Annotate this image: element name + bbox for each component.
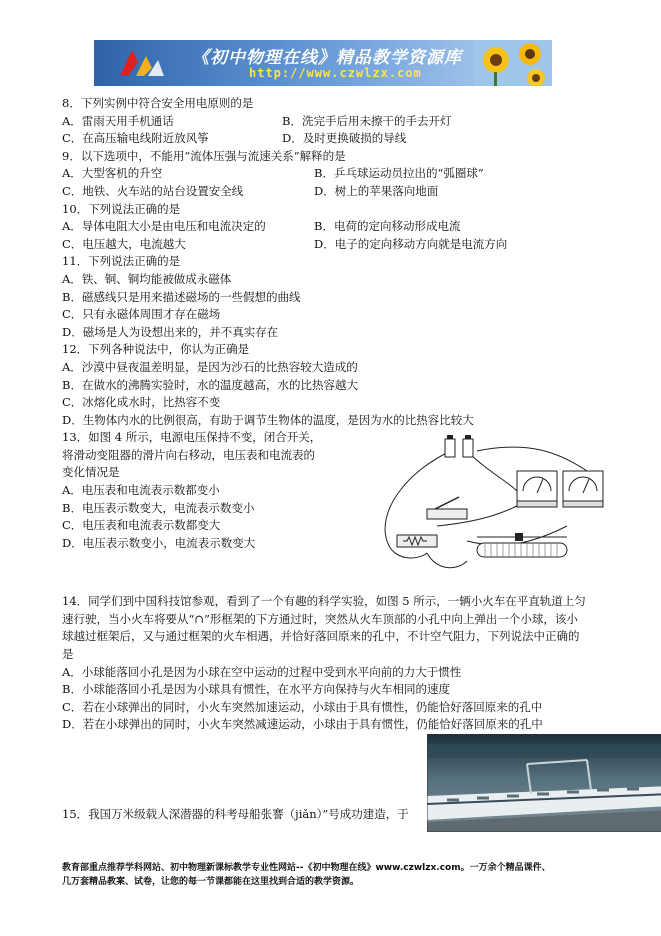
q14-option-a: A．小球能落回小孔是因为小球在空中运动的过程中受到水平向前的力大于惯性 xyxy=(62,664,462,679)
q12-option-b: B．在做水的沸腾实验时，水的温度越高，水的比热容越大 xyxy=(62,377,358,392)
battery-icon xyxy=(445,435,473,457)
q11-option-b: B．磁感线只是用来描述磁场的一些假想的曲线 xyxy=(62,289,301,304)
q10-option-d: D．电子的定向移动方向就是电流方向 xyxy=(314,236,508,251)
q10-option-a: A．导体电阻大小是由电压和电流决定的 xyxy=(62,219,266,234)
rheostat-icon xyxy=(477,533,567,557)
site-url: http://www.czwlzx.com xyxy=(249,66,422,80)
switch-icon xyxy=(427,497,467,519)
voltmeter-icon xyxy=(517,471,557,507)
footer-line1: 教育部重点推荐学科网站、初中物理新课标教学专业性网站--《初中物理在线》www.czwlzx.com。一万余个精品课件、 xyxy=(62,863,551,873)
q12-option-c: C．冰熔化成水时，比热容不变 xyxy=(62,395,221,410)
q12-option-a: A．沙漠中昼夜温差明显，是因为沙石的比热容较大造成的 xyxy=(62,359,358,374)
q12-option-d: D．生物体内水的比例很高，有助于调节生物体的温度，是因为水的比热容比较大 xyxy=(62,412,474,427)
q10-option-b: B．电荷的定向移动形成电流 xyxy=(314,219,461,234)
q11-option-c: C．只有永磁体周围才存在磁场 xyxy=(62,307,221,322)
question-list xyxy=(62,95,602,824)
sunflower-image xyxy=(474,40,552,86)
q14-option-c: C．若在小球弹出的同时，小火车突然加速运动，小球由于具有惯性，仍能恰好落回原来的孔中 xyxy=(62,699,543,714)
q13-stem-line1: 13．如图 4 所示，电源电压保持不变，闭合开关， xyxy=(62,430,322,445)
q9-option-d: D．树上的苹果落向地面 xyxy=(314,183,439,198)
q10-options-row1 xyxy=(62,218,602,236)
page-footer xyxy=(62,861,622,889)
resistor-icon xyxy=(397,535,437,547)
footer-line2: 几万套精品教案、试卷，让您的每一节课都能在这里找到合适的教学资源。 xyxy=(62,877,360,887)
q8-option-b: B．洗完手后用未擦干的手去开灯 xyxy=(282,113,452,128)
q15-block xyxy=(62,734,602,824)
q13-option-c: C．电压表和电流表示数都变大 xyxy=(62,518,221,533)
q13-stem-line2: 将滑动变阻器的滑片向右移动，电压表和电流表的 xyxy=(62,447,315,462)
q8-option-c: C．在高压输电线附近放风筝 xyxy=(62,131,209,146)
q11-option-d: D．磁场是人为设想出来的，并不真实存在 xyxy=(62,324,279,339)
q8-option-d: D．及时更换破损的导线 xyxy=(282,131,407,146)
q8-stem: 8．下列实例中符合安全用电原则的是 xyxy=(62,96,254,110)
q13-stem-line3: 变化情况是 xyxy=(62,465,120,480)
q11-stem: 11．下列说法正确的是 xyxy=(62,254,181,269)
q10-options-row2 xyxy=(62,236,602,254)
q14-option-b: B．小球能落回小孔是因为小球具有惯性，在水平方向保持与火车相同的速度 xyxy=(62,682,450,697)
q10-stem: 10．下列说法正确的是 xyxy=(62,201,181,216)
site-title: 《初中物理在线》精品教学资源库 xyxy=(192,48,462,68)
q12-stem: 12．下列各种说法中，你认为正确是 xyxy=(62,342,250,357)
q13-block xyxy=(62,429,602,587)
circuit-diagram xyxy=(367,431,607,581)
q14-option-d: D．若在小球弹出的同时，小火车突然减速运动，小球由于具有惯性，仍能恰好落回原来的孔中 xyxy=(62,717,543,732)
q8-options-row1 xyxy=(62,113,602,131)
q9-option-c: C．地铁、火车站的站台设置安全线 xyxy=(62,183,244,198)
q9-options-row1 xyxy=(62,165,602,183)
q9-stem: 9．以下选项中，不能用“流体压强与流速关系”解释的是 xyxy=(62,148,346,163)
q13-option-a: A．电压表和电流表示数都变小 xyxy=(62,483,220,498)
q15-stem: 15．我国万米级载人深潜器的科考母船张謇（jiǎn）”号成功建造，于 xyxy=(62,807,409,822)
site-logo-icon xyxy=(114,44,170,82)
q9-option-a: A．大型客机的升空 xyxy=(62,166,163,181)
q14-stem-line2: 速行驶，当小火车将要从“∩”形框架的下方通过时，突然从火车顶部的小孔中向上弹出一个小球，该小 xyxy=(62,611,578,626)
ammeter-icon xyxy=(563,471,603,507)
q14-stem-line1: 14．同学们到中国科技馆参观，看到了一个有趣的科学实验，如图 5 所示，一辆小火车在平直轨道上匀 xyxy=(62,594,586,609)
q13-option-b: B．电压表示数变大，电流表示数变小 xyxy=(62,500,255,515)
train-photo xyxy=(427,734,661,832)
q11-option-a: A．铁、铜、铜均能被做成永磁体 xyxy=(62,271,232,286)
q10-option-c: C．电压越大，电流越大 xyxy=(62,236,186,251)
q14-stem-line4: 是 xyxy=(62,647,74,662)
q9-option-b: B．乒乓球运动员拉出的“弧圈球” xyxy=(314,166,484,181)
q8-option-a: A．雷雨天用手机通话 xyxy=(62,113,174,128)
q13-option-d: D．电压表示数变小，电流表示数变大 xyxy=(62,535,256,550)
q9-options-row2 xyxy=(62,183,602,201)
site-banner xyxy=(94,40,552,86)
q8-options-row2 xyxy=(62,130,602,148)
q14-stem-line3: 球越过框架后，又与通过框架的火车相遇，并恰好落回原来的孔中，不计空气阻力，下列说法中正确的 xyxy=(62,629,580,644)
